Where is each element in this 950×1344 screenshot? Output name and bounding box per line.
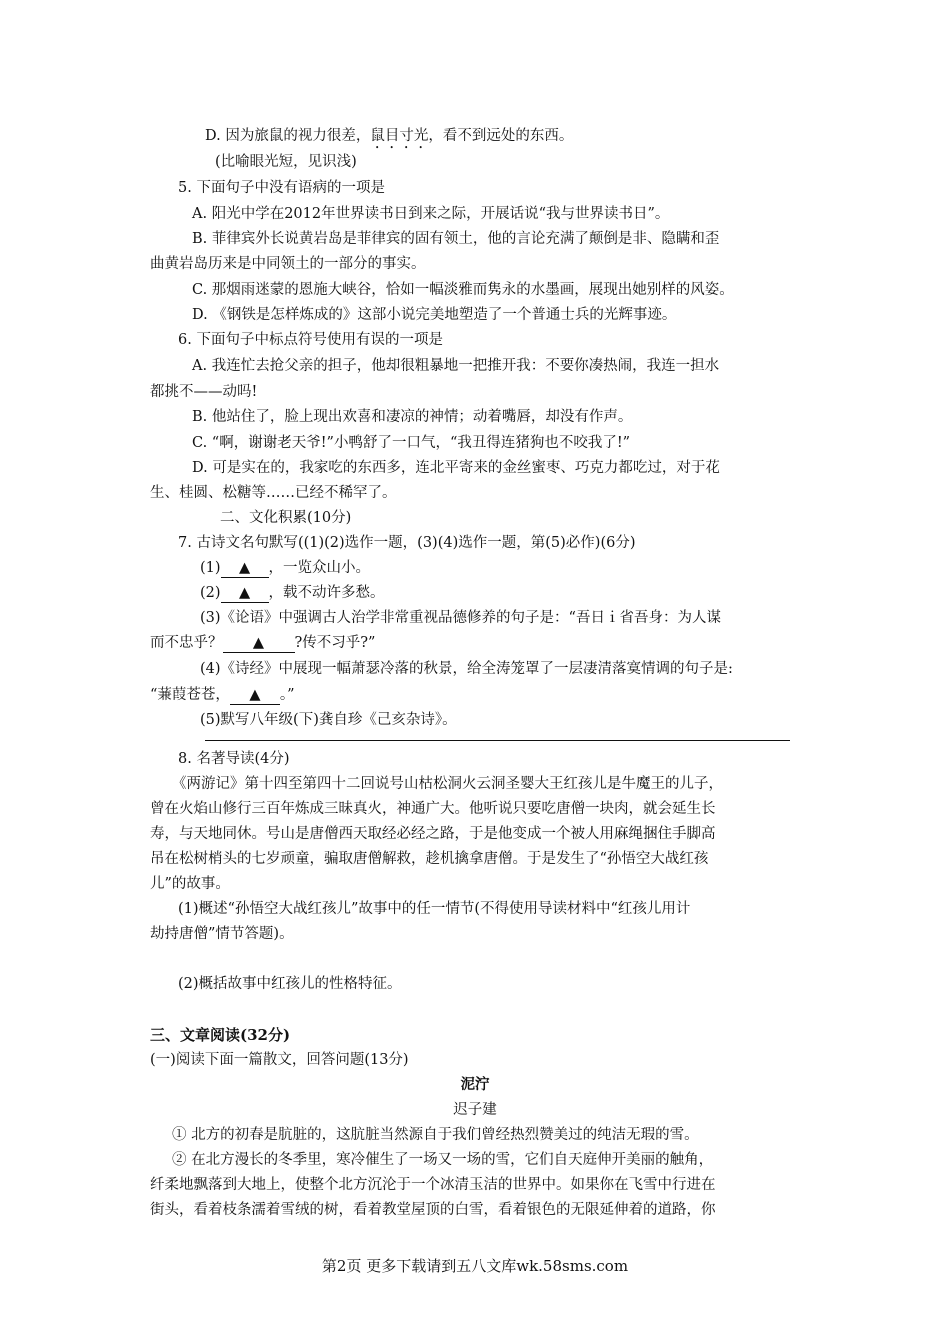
emphasized-phrase: 鼠目寸光 [370,128,429,144]
answer-blank[interactable]: ▲ [221,559,269,578]
option-5d-line [205,125,573,152]
q7-item-4: (4)《诗经》中展现一幅萧瑟冷落的秋景，给全涛笼罩了一层凄清落寞情调的句子是: [200,661,733,677]
answer-blank[interactable]: ▲ [223,634,295,653]
essay-title: 泥泞 [460,1076,490,1093]
q8-passage-line: 曾在火焰山修行三百年炼成三昧真火，神通广大。他听说只要吃唐僧一块肉，就会延生长 [150,801,716,817]
essay-paragraph-2-cont: 街头，看着枝条濡着雪绒的树，看着教堂屋顶的白雪，看着银色的无限延伸着的道路，你 [150,1202,716,1218]
question-7: 7. 古诗文名句默写((1)(2)选作一题，(3)(4)选作一题，第(5)必作)(6分) [178,535,636,551]
q5-option-c: C. 那烟雨迷蒙的恩施大峡谷，恰如一幅淡雅而隽永的水墨画，展现出她别样的风姿。 [192,282,734,298]
answer-line[interactable] [205,740,790,741]
q6-option-b: B. 他站住了，脸上现出欢喜和凄凉的神情；动着嘴唇，却没有作声。 [192,409,633,425]
section-2-heading: 二、文化积累(10分) [220,510,352,526]
q8-passage-line: 寿，与天地同休。号山是唐僧西天取经必经之路，于是他变成一个被人用麻绳捆住手脚高 [150,826,716,842]
option-text: D. 因为旅鼠的视力很差， [205,128,371,144]
essay-paragraph-2-cont: 纤柔地飘落到大地上，使整个北方沉沦于一个冰清玉洁的世界中。如果你在飞雪中行进在 [150,1177,716,1193]
option-text: ，看不到远处的东西。 [428,128,574,144]
q5-option-a: A. 阳光中学在2012年世界读书日到来之际，开展话说“我与世界读书日”。 [192,206,670,222]
q5-option-d: D. 《钢铁是怎样炼成的》这部小说完美地塑造了一个普通士兵的光辉事迹。 [192,307,677,323]
essay-paragraph-2: ② 在北方漫长的冬季里，寒冷催生了一场又一场的雪，它们自天庭伸开美丽的触角， [172,1152,714,1168]
q7-item-1: (1) ▲ ，一览众山小。 [200,560,371,576]
q7-item-5: (5)默写八年级(下)龚自珍《己亥杂诗》。 [200,712,457,728]
q8-passage-line: 《两游记》第十四至第四十二回说号山枯松洞火云洞圣婴大王红孩儿是牛魔王的儿子， [172,776,723,792]
q6-option-c: C. “啊，谢谢老天爷!”小鸭舒了一口气，“我丑得连猪狗也不咬我了!” [192,435,631,451]
idiom-note: (比喻眼光短，见识浅) [215,154,357,170]
question-8: 8. 名著导读(4分) [178,751,290,767]
q8-subquestion-1: (1)概述“孙悟空大战红孩儿”故事中的任一情节(不得使用导读材料中“红孩儿用计 [178,901,691,917]
answer-blank[interactable]: ▲ [221,584,269,603]
q8-subquestion-2: (2)概括故事中红孩儿的性格特征。 [178,976,402,992]
answer-blank[interactable]: ▲ [230,686,280,705]
page-footer: 第2页 更多下载请到五八文库wk.58sms.com [321,1257,629,1275]
q7-item-3-cont: 而不忠乎？ ▲ ?传不习乎?” [150,635,376,651]
q7-item-4-cont: “蒹葭苍苍， ▲ 。” [150,687,295,703]
essay-paragraph-1: ① 北方的初春是肮脏的，这肮脏当然源自于我们曾经热烈赞美过的纯洁无瑕的雪。 [172,1127,699,1143]
q6-option-d: D. 可是实在的，我家吃的东西多，连北平寄来的金丝蜜枣、巧克力都吃过，对于花 [192,460,720,476]
q6-option-a-cont: 都挑不——动吗! [150,384,258,400]
q5-option-b-cont: 曲黄岩岛历来是中同领土的一部分的事实。 [150,256,426,272]
essay-author: 迟子建 [453,1102,497,1118]
q5-option-b: B. 菲律宾外长说黄岩岛是菲律宾的固有领土，他的言论充满了颠倒是非、隐瞒和歪 [192,231,720,247]
q6-option-a: A. 我连忙去抢父亲的担子，他却很粗暴地一把推开我：不要你凑热闹，我连一担水 [192,358,720,374]
q7-item-2: (2) ▲ ，载不动许多愁。 [200,585,385,601]
q8-subquestion-1-cont: 劫持唐僧”情节答题)。 [150,926,294,942]
q8-passage-line: 儿”的故事。 [150,876,230,892]
q8-passage-line: 吊在松树梢头的七岁顽童，骗取唐僧解救，趁机擒拿唐僧。于是发生了“孙悟空大战红孩 [150,851,709,867]
question-6: 6. 下面句子中标点符号使用有误的一项是 [178,332,443,348]
section-3-part-1: (一)阅读下面一篇散文，回答问题(13分) [150,1052,409,1068]
section-3-heading: 三、文章阅读(32分) [150,1026,291,1044]
question-5: 5. 下面句子中没有语病的一项是 [178,180,385,196]
q6-option-d-cont: 生、桂圆、松糖等……已经不稀罕了。 [150,485,397,501]
q7-item-3: (3)《论语》中强调古人治学非常重视品德修养的句子是：“吾日ｉ省吾身：为人谋 [200,610,721,626]
